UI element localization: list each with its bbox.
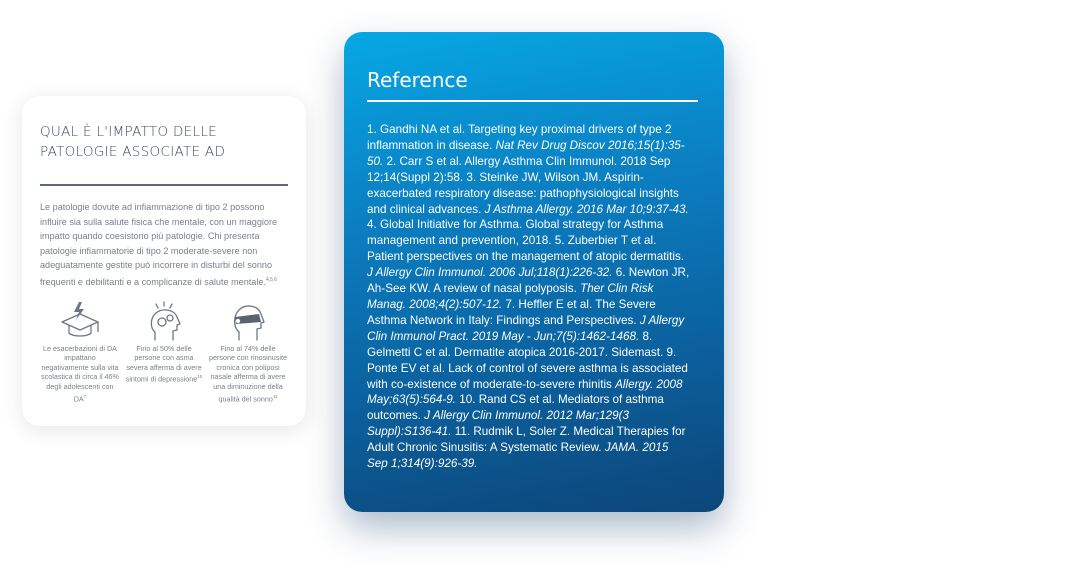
stat-sleep-quality: [208, 300, 288, 404]
info-card-title: QUAL È L'IMPATTO DELLE PATOLOGIE ASSOCIATE AD: [40, 124, 226, 160]
ref-text: 11. Rudmik L, Soler Z. Medical Therapies for Adult Chronic Sinusitis: A Systematic Review.: [367, 425, 686, 455]
ref-journal: J Allergy Clin Immunol. 2012 Mar;129(3 Suppl):S136-41.: [367, 409, 630, 439]
ref-journal: J Allergy Clin Immunol. 2006 Jul;118(1):226-32.: [367, 266, 613, 280]
head-gears-icon: [142, 300, 186, 342]
head-eye-mask-icon: [226, 300, 270, 342]
stat-depression: [124, 300, 204, 404]
ref-text: 4. Global Initiative for Asthma. Global strategy for Asthma management and prevention, 2018. 5. Zuberbier T et al. Patient perspectives on the management of atopic dermatitis.: [367, 218, 685, 264]
ref-text: 10. Rand CS et al. Mediators of asthma outcomes.: [367, 393, 664, 423]
ref-text: 7. Heffler E et al. The Severe Asthma Network in Italy: Findings and Perspectives.: [367, 297, 656, 327]
ref-text: 1. Gandhi NA et al. Targeting key proximal drivers of type 2 inflammation in disease.: [367, 123, 672, 152]
reference-divider: [367, 100, 698, 102]
stats-row: [40, 300, 288, 404]
info-card-divider: [40, 184, 288, 186]
ref-journal: Ther Clin Risk Manag. 2008;4(2):507-12.: [367, 282, 654, 311]
stat-caption: Le esacerbazioni di DA impattano negativamente sulla vita scolastica di circa il 46% degli adolescenti con $DA^7$: [41, 343, 119, 403]
graduation-cap-lightning-icon: [58, 300, 102, 342]
ref-journal: Allergy. 2008 May;63(5):564-9.: [367, 377, 683, 407]
ref-journal: Nat Rev Drug Discov 2016;15(1):35-50.: [367, 138, 685, 168]
ref-text: 6. Newton JR, Ah-See KW. A review of nasal polyposis.: [367, 266, 690, 296]
ref-journal: J Asthma Allergy. 2016 Mar 10;9:37-43.: [484, 202, 689, 216]
info-card-body-refs: 4,5,6: [265, 276, 278, 283]
ref-text: 8. Gelmetti C et al. Dermatite atopica 2016-2017. Sidemast. 9. Ponte EV et al. Lack of control of severe asthma is associated with co-existence of moderate-to-severe rhinitis: [367, 329, 688, 391]
reference-card: [344, 32, 724, 512]
stat-school-impact: [40, 300, 120, 404]
stat-caption: Fino al 50% delle persone con asma severa afferma di avere sintomi di depressione$^{10}$: [125, 343, 203, 384]
ref-journal: JAMA. 2015 Sep 1;314(9):926-39.: [367, 441, 669, 471]
info-card-body-text: Le patologie dovute ad infiammazione di tipo 2 possono influire sia sulla salute fisica che mentale, con un maggiore impatto quando coesistono più patologie. Chi presenta patologie infiammatorie di tipo 2 moderate-severe non adeguatamente gestite può incorrere in disturbi del sonno frequenti e debilitanti e a complicanze di salute mentale.: [40, 202, 278, 287]
reference-title: Reference: [367, 68, 468, 92]
ref-journal: J Allergy Clin Immunol Pract. 2019 May - Jun;7(5):1462-1468.: [367, 313, 685, 343]
impact-info-card: [22, 96, 306, 426]
ref-text: 2. Carr S et al. Allergy Asthma Clin Immunol. 2018 Sep 12;14(Suppl 2):58. 3. Steinke JW, Wilson JM. Aspirin-exacerbated respiratory disease: pathophysiological insights and clinical advances.: [367, 154, 679, 216]
stat-caption: Fino al 74% delle persone con rinosinusite cronica con poliposi nasale afferma di avere una diminuzione della qualità del sonno$^{11}$: [209, 343, 287, 403]
reference-list: [367, 122, 690, 472]
info-card-body: [40, 200, 286, 290]
